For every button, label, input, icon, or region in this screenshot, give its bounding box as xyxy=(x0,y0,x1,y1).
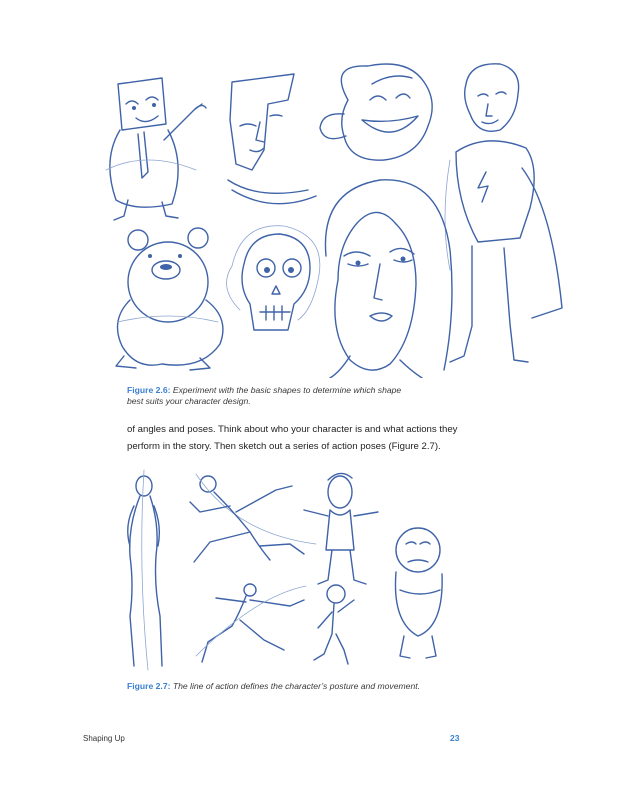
footer-chapter-title: Shaping Up xyxy=(83,734,125,743)
figure-2-6-label: Figure 2.6: xyxy=(127,385,171,395)
sketch-bear xyxy=(116,228,223,370)
sketch-standing-woman xyxy=(128,470,162,670)
footer-page-number: 23 xyxy=(450,733,460,743)
figure-2-7-caption-text: The line of action defines the character’s posture and movement. xyxy=(172,681,420,691)
figure-2-6-sketch xyxy=(100,60,568,378)
body-paragraph xyxy=(127,421,477,455)
figure-2-7-sketch xyxy=(100,466,458,674)
sketch-laughing-woman xyxy=(320,64,432,160)
sketch-superhero xyxy=(445,64,562,362)
figure-2-7-caption xyxy=(127,681,527,692)
sketch-grumpy-baby xyxy=(395,528,442,658)
sketch-long-face xyxy=(228,74,316,204)
figure-2-7-label: Figure 2.7: xyxy=(127,681,171,691)
sketch-long-hair-woman xyxy=(325,180,452,378)
sketch-boy xyxy=(304,473,378,584)
sketch-running-figure xyxy=(190,474,316,562)
figure-2-6-caption xyxy=(127,385,427,407)
sketch-small-boy xyxy=(314,585,354,664)
sketch-skull xyxy=(227,226,320,330)
sketch-businessman xyxy=(106,78,206,220)
figure-2-6-caption-line-2: best suits your character design. xyxy=(127,396,251,406)
body-line-2: perform in the story. Then sketch out a series of action poses (Figure 2.7). xyxy=(127,441,441,452)
sketch-lunge-figure xyxy=(196,584,306,662)
body-line-1: of angles and poses. Think about who your character is and what actions they xyxy=(127,424,458,435)
figure-2-6-caption-line-1: Experiment with the basic shapes to determine which shape xyxy=(172,385,402,395)
